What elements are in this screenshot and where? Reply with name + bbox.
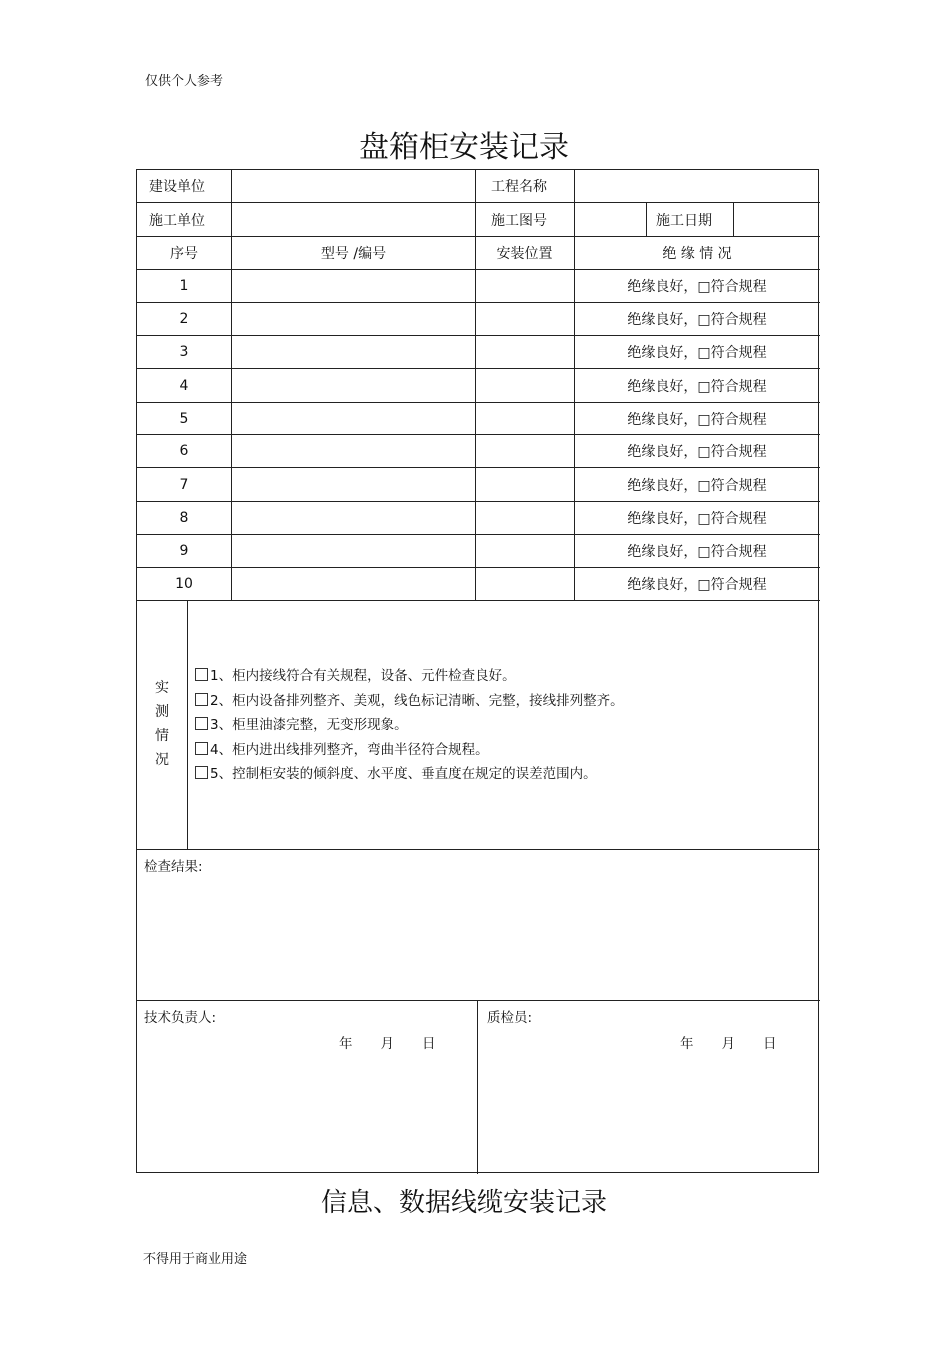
checklist-item: 5、控制柜安装的倾斜度、水平度、垂直度在规定的误差范围内。	[195, 762, 624, 787]
row-8-no: 8	[179, 510, 189, 526]
row-7-no: 7	[179, 476, 189, 493]
builder-unit-label: 施工单位	[149, 212, 205, 229]
inspection-label-char: 测	[155, 704, 169, 720]
checkbox-icon[interactable]	[195, 668, 208, 681]
checklist-item: 2、柜内设备排列整齐、美观，线色标记清晰、完整，接线排列整齐。	[195, 689, 624, 714]
project-name-label: 工程名称	[491, 179, 547, 195]
construction-unit-label: 建设单位	[149, 179, 205, 195]
checklist-item: 4、柜内进出线排列整齐，弯曲半径符合规程。	[195, 738, 624, 763]
construction-unit-value[interactable]	[232, 170, 475, 202]
project-name-value[interactable]	[575, 170, 819, 202]
row-10-status: 绝缘良好，□符合规程	[627, 577, 767, 593]
tech-lead-label: 技术负责人:	[144, 1010, 217, 1026]
inspector-label: 质检员:	[487, 1010, 533, 1026]
inspection-label-char: 情	[155, 728, 169, 744]
build-date-label: 施工日期	[656, 212, 712, 229]
row-3-no: 3	[179, 344, 189, 360]
header-note: 仅供个人参考	[145, 74, 224, 89]
row-10-no: 10	[175, 576, 193, 592]
col-header-location: 安装位置	[496, 246, 553, 262]
row-6-status: 绝缘良好，□符合规程	[627, 444, 767, 460]
drawing-no-label: 施工图号	[491, 212, 547, 229]
drawing-no-value[interactable]	[575, 203, 646, 236]
row-2-status: 绝缘良好，□符合规程	[627, 312, 767, 328]
build-date-value[interactable]	[734, 203, 819, 236]
row-1-no: 1	[179, 278, 189, 294]
row-8-status: 绝缘良好，□符合规程	[627, 511, 767, 527]
row-1-status: 绝缘良好，□符合规程	[627, 279, 767, 295]
builder-unit-value[interactable]	[232, 203, 475, 236]
row-2-no: 2	[179, 311, 189, 327]
inspection-label-char: 实	[155, 680, 169, 696]
row-4-no: 4	[179, 377, 189, 394]
row-5-no: 5	[179, 410, 189, 427]
checkbox-icon[interactable]	[195, 742, 208, 755]
checkbox-icon[interactable]	[195, 693, 208, 706]
row-5-status: 绝缘良好，□符合规程	[627, 411, 767, 428]
document-title: 盘箱柜安装记录	[359, 130, 569, 165]
checklist-item: 3、柜里油漆完整，无变形现象。	[195, 713, 624, 738]
checkbox-icon[interactable]	[195, 717, 208, 730]
record-table	[136, 169, 819, 1173]
inspection-checklist	[195, 664, 624, 787]
inspection-label	[137, 600, 187, 848]
row-9-no: 9	[179, 543, 189, 559]
row-7-status: 绝缘良好，□符合规程	[627, 477, 767, 494]
inspector-date: 年 月 日	[680, 1036, 777, 1052]
row-3-status: 绝缘良好，□符合规程	[627, 345, 767, 361]
col-header-insulation: 绝 缘 情 况	[662, 246, 732, 262]
inspection-label-char: 况	[155, 752, 169, 768]
checklist-item: 1、柜内接线符合有关规程，设备、元件检查良好。	[195, 664, 624, 689]
col-header-model: 型号 /编号	[320, 246, 387, 262]
footer-note: 不得用于商业用途	[143, 1252, 248, 1267]
checkbox-icon[interactable]	[195, 766, 208, 779]
row-4-status: 绝缘良好，□符合规程	[627, 378, 767, 395]
col-header-no: 序号	[170, 246, 198, 262]
row-9-status: 绝缘良好，□符合规程	[627, 544, 767, 560]
row-6-no: 6	[179, 443, 189, 459]
next-section-title: 信息、数据线缆安装记录	[320, 1188, 607, 1218]
result-label: 检查结果:	[144, 859, 203, 875]
tech-lead-date: 年 月 日	[339, 1036, 436, 1052]
